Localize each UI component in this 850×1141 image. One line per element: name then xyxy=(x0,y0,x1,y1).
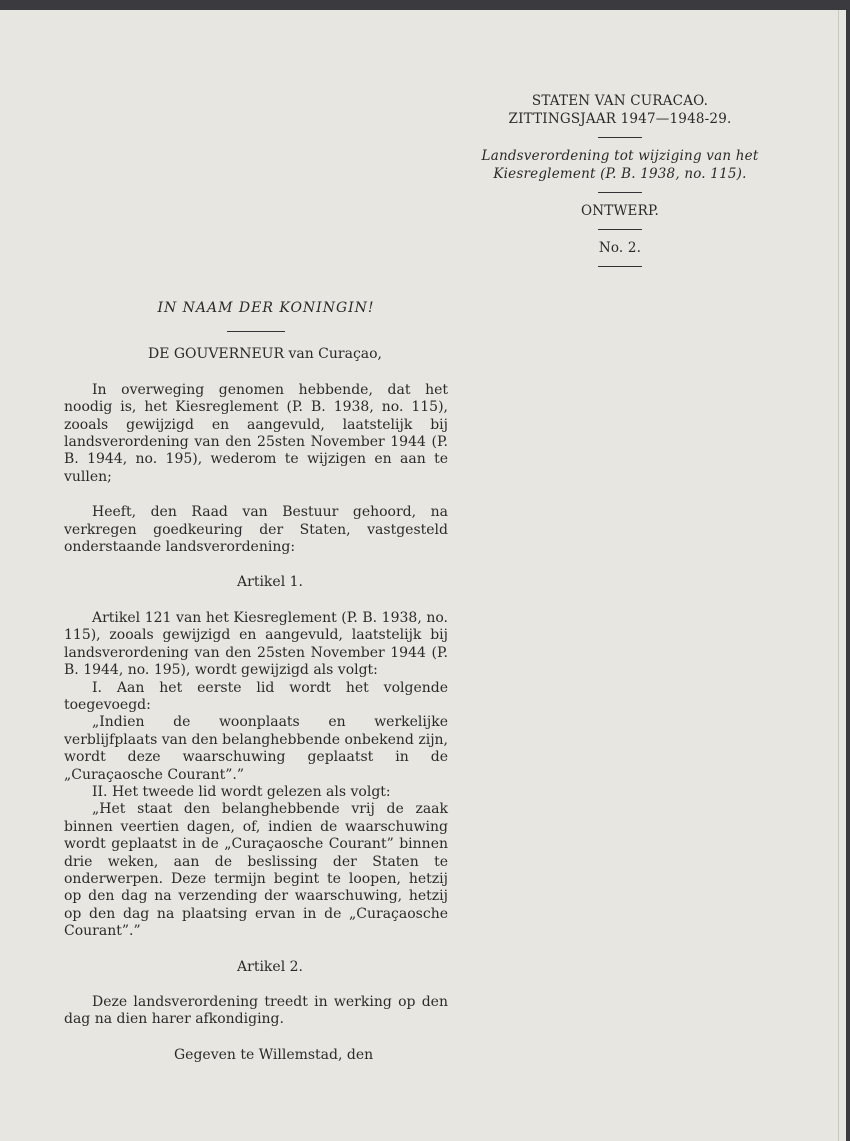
draft-number: No. 2. xyxy=(598,240,642,256)
draft-label: ONTWERP. xyxy=(580,203,660,219)
governor-line: DE GOUVERNEUR van Curaçao, xyxy=(147,346,383,363)
invocation-rule xyxy=(227,331,285,332)
page-edge xyxy=(838,10,839,1141)
scan-right-border xyxy=(846,0,850,1141)
document-header xyxy=(470,92,770,276)
article-1-intro: Artikel 121 van het Kiesreglement (P. B. 1938, no. 115), zooals gewijzigd en aangevuld, laatstelijk bij landsverordening van den 25sten November 1944 (P. B. 1944, no. 195), wordt gewijzigd als volgt: xyxy=(64,609,448,679)
article-1-item-2-text: „Het staat den belanghebbende vrij de zaak binnen veertien dagen, of, indien de waarschuwing wordt geplaatst in de „Curaçaosche Courant” binnen drie weken, aan de beslissing der Staten te onderwerpen. Deze termijn begint te loopen, hetzij op den dag na verzending der waarschuwing, hetzij op den dag na plaatsing ervan in de „Curaçaosche Courant”.” xyxy=(64,801,448,940)
article-1-item-2: II. Het tweede lid wordt gelezen als volgt: xyxy=(92,783,391,800)
header-line-2: ZITTINGSJAAR 1947—1948-29. xyxy=(508,111,732,127)
given-at-line: Gegeven te Willemstad, den xyxy=(174,1046,374,1063)
ordinance-title-line-1: Landsverordening tot wijziging van het xyxy=(481,148,759,164)
header-rule-1 xyxy=(598,137,642,138)
invocation: IN NAAM DER KONINGIN! xyxy=(157,300,375,316)
article-2-heading: Artikel 2. xyxy=(237,958,303,975)
header-line-1: STATEN VAN CURACAO. xyxy=(531,93,709,109)
ordinance-title-line-2: Kiesreglement (P. B. 1938, no. 115). xyxy=(493,166,747,182)
article-1-heading: Artikel 1. xyxy=(237,574,303,591)
header-rule-4 xyxy=(598,266,642,267)
scan-top-border xyxy=(0,0,850,10)
considering-paragraph: In overweging genomen hebbende, dat het noodig is, het Kiesreglement (P. B. 1938, no. 115), zooals gewijzigd en aangevuld, laatstelijk bij landsverordening van den 25sten November 1944 (P. B. 1944, no. 195), wederom te wijzigen en aan te vullen; xyxy=(64,381,448,485)
header-rule-2 xyxy=(598,192,642,193)
article-2-text: Deze landsverordening treedt in werking op den dag na dien harer afkondiging. xyxy=(64,994,448,1028)
document-body xyxy=(64,300,448,1064)
enacting-paragraph: Heeft, den Raad van Bestuur gehoord, na verkregen goedkeuring der Staten, vastgesteld onderstaande landsverordening: xyxy=(64,504,448,556)
header-rule-3 xyxy=(598,229,642,230)
article-1-item-1: I. Aan het eerste lid wordt het volgende toegevoegd: xyxy=(64,679,448,713)
article-1-item-1-text: „Indien de woonplaats en werkelijke verblijfplaats van den belanghebbende onbekend zijn, wordt deze waarschuwing geplaatst in de „Curaçaosche Courant”.” xyxy=(64,714,448,783)
